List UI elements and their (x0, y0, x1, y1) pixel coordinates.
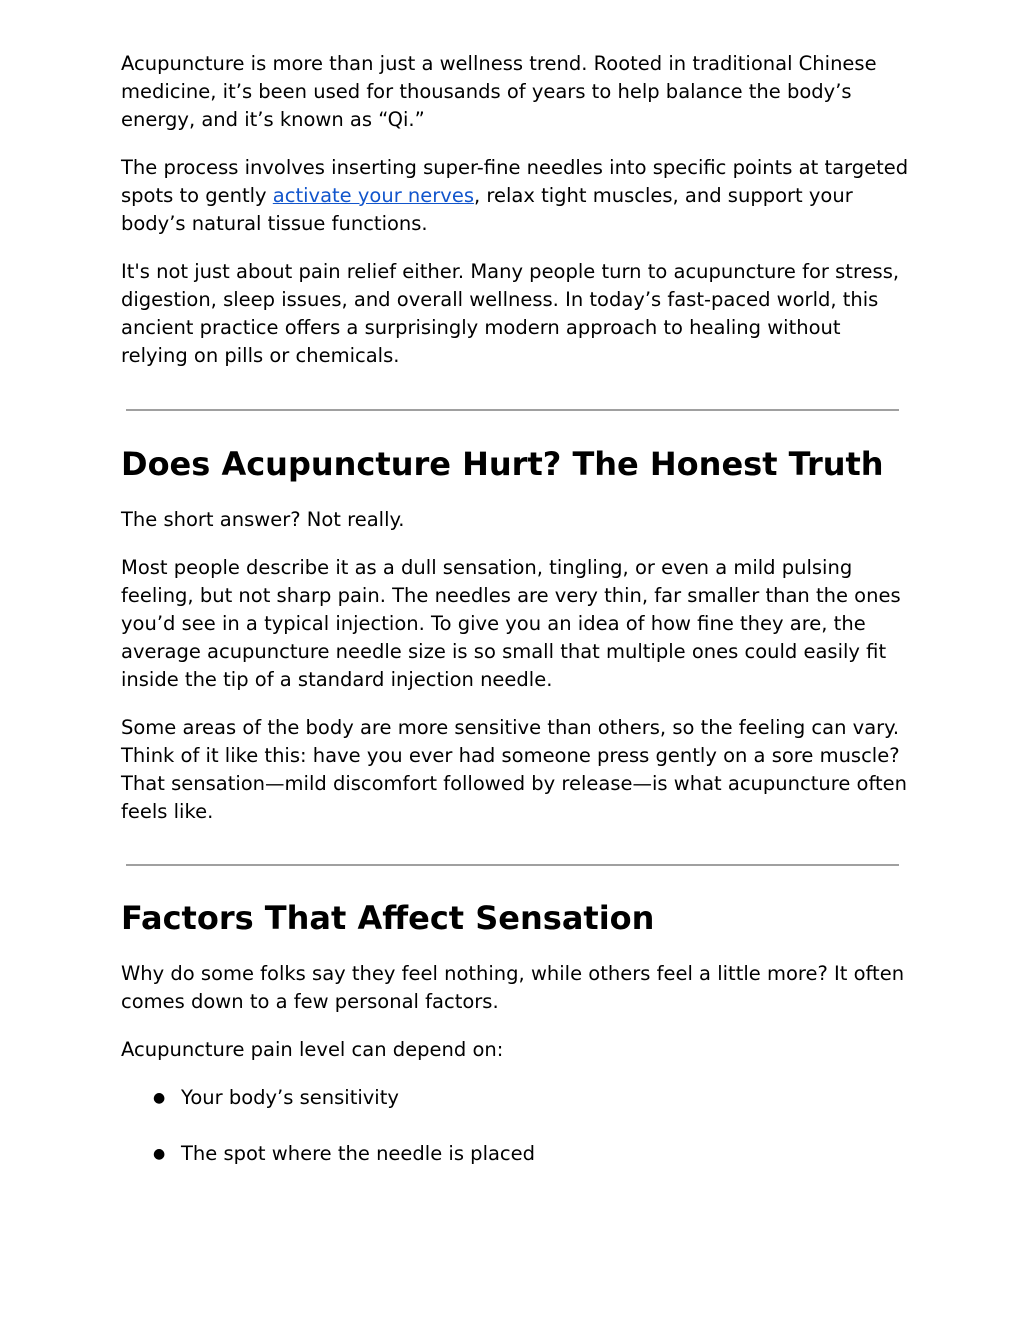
intro-paragraph-2-before: The process involves inserting super-fine needles into specific points at targeted spots to gently (121, 156, 909, 207)
section1-heading: Does Acupuncture Hurt? The Honest Truth (121, 445, 884, 483)
section1-paragraph-1: The short answer? Not really. (121, 508, 405, 531)
list-item (121, 1140, 911, 1168)
bullet-icon: ● (153, 1146, 166, 1162)
intro-paragraph-2-after: , relax tight muscles, and support your body’s natural tissue functions. (121, 184, 853, 235)
intro-paragraph-3: It's not just about pain relief either. Many people turn to acupuncture for stress, digestion, sleep issues, and overall wellness. In today’s fast-paced world, this ancient practice offers a surprisingly modern approach to healing without relying on pills or chemicals. (121, 260, 900, 367)
intro-paragraph-2 (121, 154, 911, 238)
bullet-icon: ● (153, 1090, 166, 1106)
factors-list (121, 1084, 911, 1168)
list-item-text: The spot where the needle is placed (181, 1142, 536, 1165)
section1-paragraph-2: Most people describe it as a dull sensation, tingling, or even a mild pulsing feeling, but not sharp pain. The needles are very thin, far smaller than the ones you’d see in a typical injection. To give you an idea of how fine they are, the average acupuncture needle size is so small that multiple ones could easily fit inside the tip of a standard injection needle. (121, 556, 901, 691)
section-divider-2 (126, 864, 899, 866)
intro-paragraph-1: Acupuncture is more than just a wellness trend. Rooted in traditional Chinese medicine, it’s been used for thousands of years to help balance the body’s energy, and it’s known as “Qi.” (121, 52, 877, 131)
list-item-text: Your body’s sensitivity (181, 1086, 399, 1109)
section1-paragraph-3: Some areas of the body are more sensitive than others, so the feeling can vary. Think of it like this: have you ever had someone press gently on a sore muscle? That sensation—mild discomfort followed by release—is what acupuncture often feels like. (121, 716, 907, 823)
activate-your-nerves-link[interactable]: activate your nerves (272, 184, 474, 207)
section2-paragraph-2: Acupuncture pain level can depend on: (121, 1038, 504, 1061)
section2-body (121, 960, 911, 1196)
list-item (121, 1084, 911, 1112)
section2-paragraph-1: Why do some folks say they feel nothing, while others feel a little more? It often comes down to a few personal factors. (121, 962, 905, 1013)
section-divider-1 (126, 409, 899, 411)
section2-heading: Factors That Affect Sensation (121, 899, 655, 937)
section1-body (121, 506, 911, 846)
intro-section (121, 50, 911, 390)
